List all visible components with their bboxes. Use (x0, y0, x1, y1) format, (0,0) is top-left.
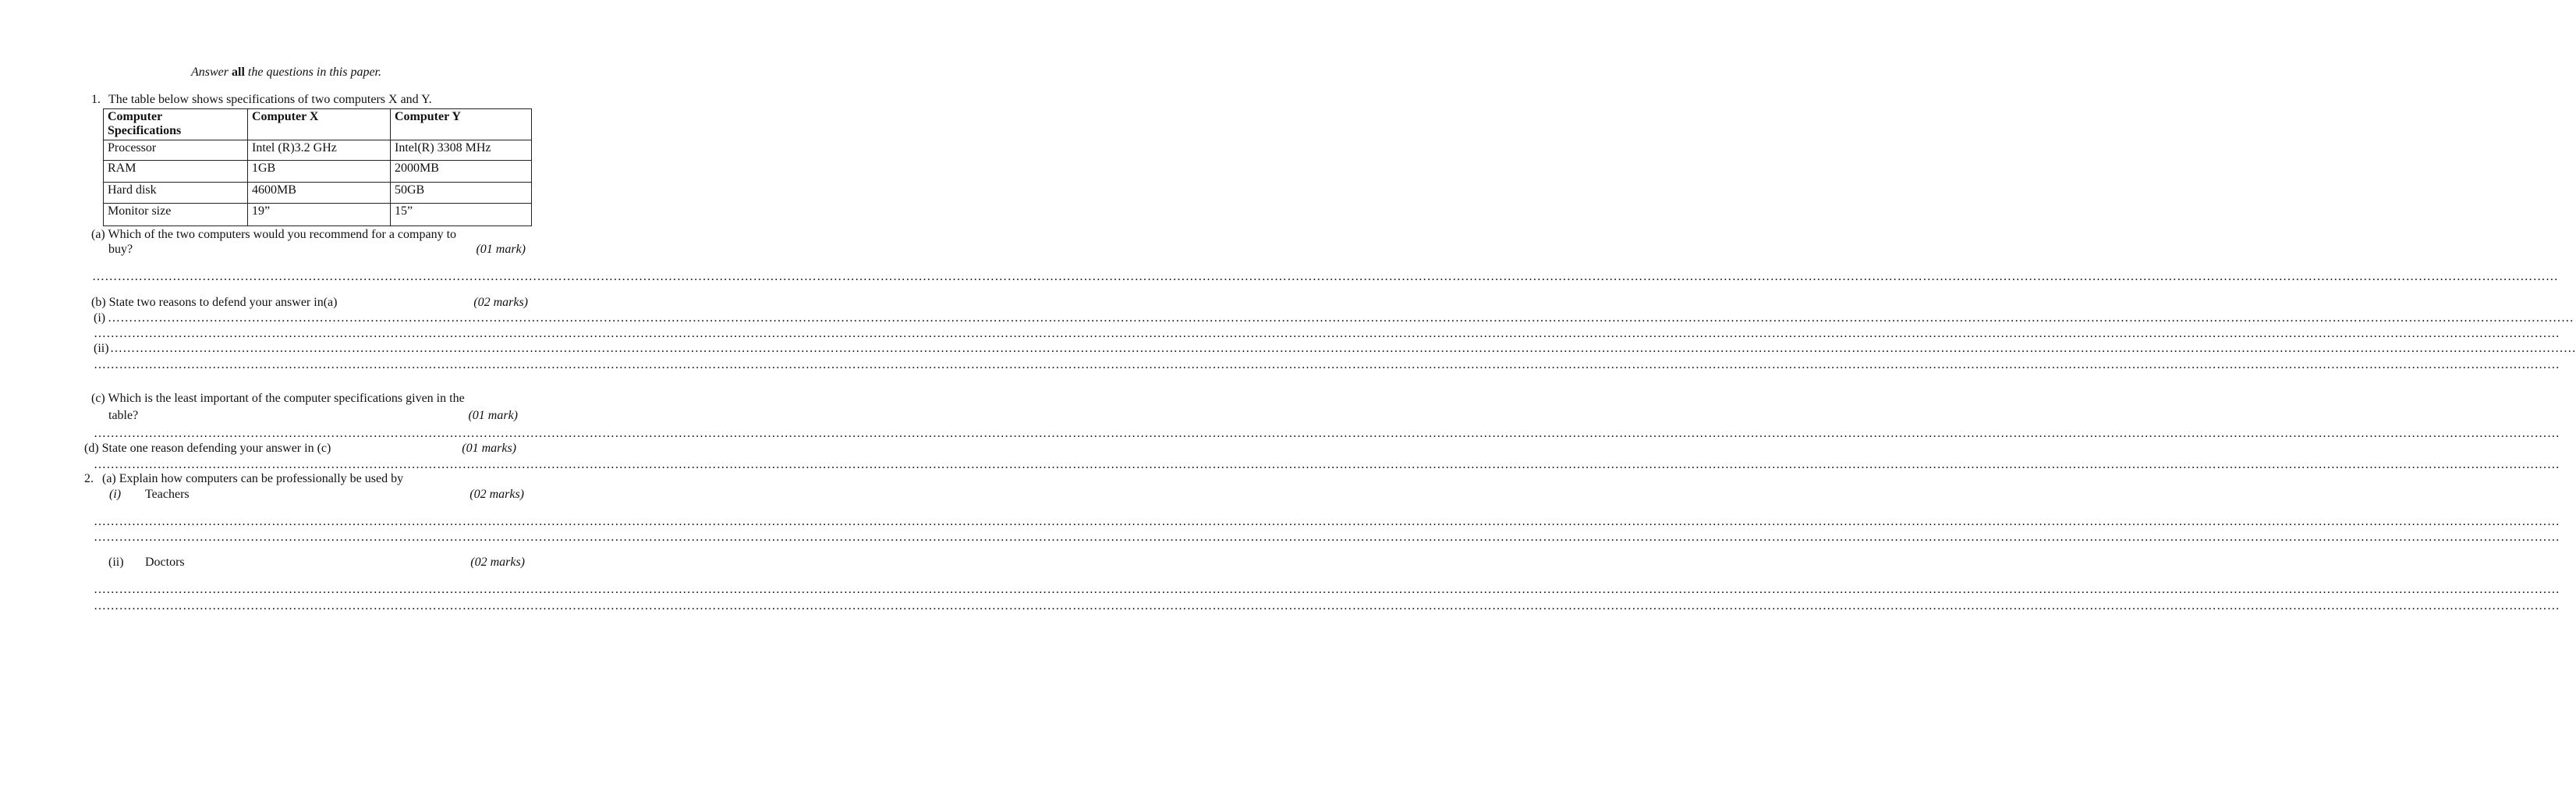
table-header-cell: Computer Y (391, 109, 532, 140)
q2-item-ii-text: Doctors (145, 556, 185, 569)
table-cell: Processor (104, 140, 248, 161)
q1-text: The table below shows specifications of two computers X and Y. (108, 93, 432, 106)
table-cell: Intel (R)3.2 GHz (248, 140, 391, 161)
table-cell: 15” (391, 204, 532, 226)
q2-item-ii-marks: (02 marks) (470, 556, 525, 569)
q1c-marks: (01 mark) (468, 409, 518, 422)
table-header-row (104, 109, 532, 140)
table-cell: 1GB (248, 161, 391, 183)
q2-item-i-label: (i) (109, 488, 122, 501)
q1c-line1: (c) Which is the least important of the computer specifications given in the (91, 392, 465, 405)
q1d-text: (d) State one reason defending your answer in (c) (84, 442, 331, 455)
q1b-item-ii-label: (ii) (94, 342, 109, 355)
q1-number: 1. (91, 93, 101, 106)
answer-line[interactable]: …………………………………………………………………………………………………………………………………………………………………………………………………………………………………………………………………………………………………………………………………………………………………………………………………………………………………………………………………………………………………………………………………… (94, 427, 2560, 440)
q1b-item-i-label: (i) (94, 311, 106, 325)
table-cell: Monitor size (104, 204, 248, 226)
table-row (104, 183, 532, 204)
answer-line[interactable]: …………………………………………………………………………………………………………………………………………………………………………………………………………………………………………………………………………………………………………………………………………………………………………………………………………………………………………………………………………………………………………………………………… (94, 327, 2560, 340)
q1b-marks: (02 marks) (473, 296, 528, 309)
instruction-bold: all (232, 66, 245, 79)
answer-line[interactable]: …………………………………………………………………………………………………………………………………………………………………………………………………………………………………………………………………………………………………………………………………………………………………………………………………………………………………………………………………………………………………………………………………… (94, 358, 2560, 371)
answer-line[interactable]: …………………………………………………………………………………………………………………………………………………………………………………………………………………………………………………………………………………………………………………………………………………………………………………………………………………………………………………………………………………………………………………………………… (92, 270, 2559, 283)
table-header-cell: Computer X (248, 109, 391, 140)
instruction-line (191, 66, 381, 80)
q2-number: 2. (84, 472, 94, 485)
answer-line[interactable]: …………………………………………………………………………………………………………………………………………………………………………………………………………………………………………………………………………………………………………………………………………………………………………………………………………………………………………………………………………………………………………………………………… (94, 458, 2560, 471)
table-cell: RAM (104, 161, 248, 183)
answer-line[interactable]: …………………………………………………………………………………………………………………………………………………………………………………………………………………………………………………………………………………………………………………………………………………………………………………………………………………………………………………………………………………………………………………………………… (94, 531, 2560, 544)
answer-line[interactable]: …………………………………………………………………………………………………………………………………………………………………………………………………………………………………………………………………………………………………………………………………………………………………………………………………………………………………………………………………………………………………………………………………… (94, 515, 2560, 528)
q2-item-i-text: Teachers (145, 488, 190, 501)
q1a-line2: buy? (108, 243, 133, 256)
q1b-text: (b) State two reasons to defend your answer in(a) (91, 296, 338, 309)
q2-item-i-marks: (02 marks) (469, 488, 524, 501)
table-cell: Intel(R) 3308 MHz (391, 140, 532, 161)
header-line2: Specifications (108, 124, 182, 137)
table-cell: 2000MB (391, 161, 532, 183)
instruction-pre: Answer (191, 66, 232, 79)
table-header-cell (104, 109, 248, 140)
q1c-line2: table? (108, 409, 139, 422)
instruction-post: the questions in this paper. (244, 66, 381, 79)
table-row (104, 161, 532, 183)
answer-line[interactable]: …………………………………………………………………………………………………………………………………………………………………………………………………………………………………………………………………………………………………………………………………………………………………………………………………………………………………………………………………………………………………………………………………… (94, 583, 2560, 596)
table-row (104, 204, 532, 226)
table-cell: Hard disk (104, 183, 248, 204)
answer-line[interactable]: …………………………………………………………………………………………………………………………………………………………………………………………………………………………………………………………………………………………………………………………………………………………………………………………………………………………………………………………………………………………………………………………………… (108, 311, 2574, 325)
q2-text: (a) Explain how computers can be professionally be used by (102, 472, 404, 485)
table-cell: 50GB (391, 183, 532, 204)
answer-line[interactable]: …………………………………………………………………………………………………………………………………………………………………………………………………………………………………………………………………………………………………………………………………………………………………………………………………………………………………………………………………………………………………………………………………… (94, 599, 2560, 613)
table-cell: 19” (248, 204, 391, 226)
q1a-marks: (01 mark) (476, 243, 526, 256)
q1a-line1: (a) Which of the two computers would you recommend for a company to (91, 228, 457, 241)
table-cell: 4600MB (248, 183, 391, 204)
q1d-marks: (01 marks) (462, 442, 516, 455)
answer-line[interactable]: …………………………………………………………………………………………………………………………………………………………………………………………………………………………………………………………………………………………………………………………………………………………………………………………………………………………………………………………………………………………………………………………………… (110, 342, 2576, 355)
spec-table (103, 108, 532, 226)
table-row (104, 140, 532, 161)
header-line1: Computer (108, 110, 163, 123)
q2-item-ii-label: (ii) (108, 556, 124, 569)
